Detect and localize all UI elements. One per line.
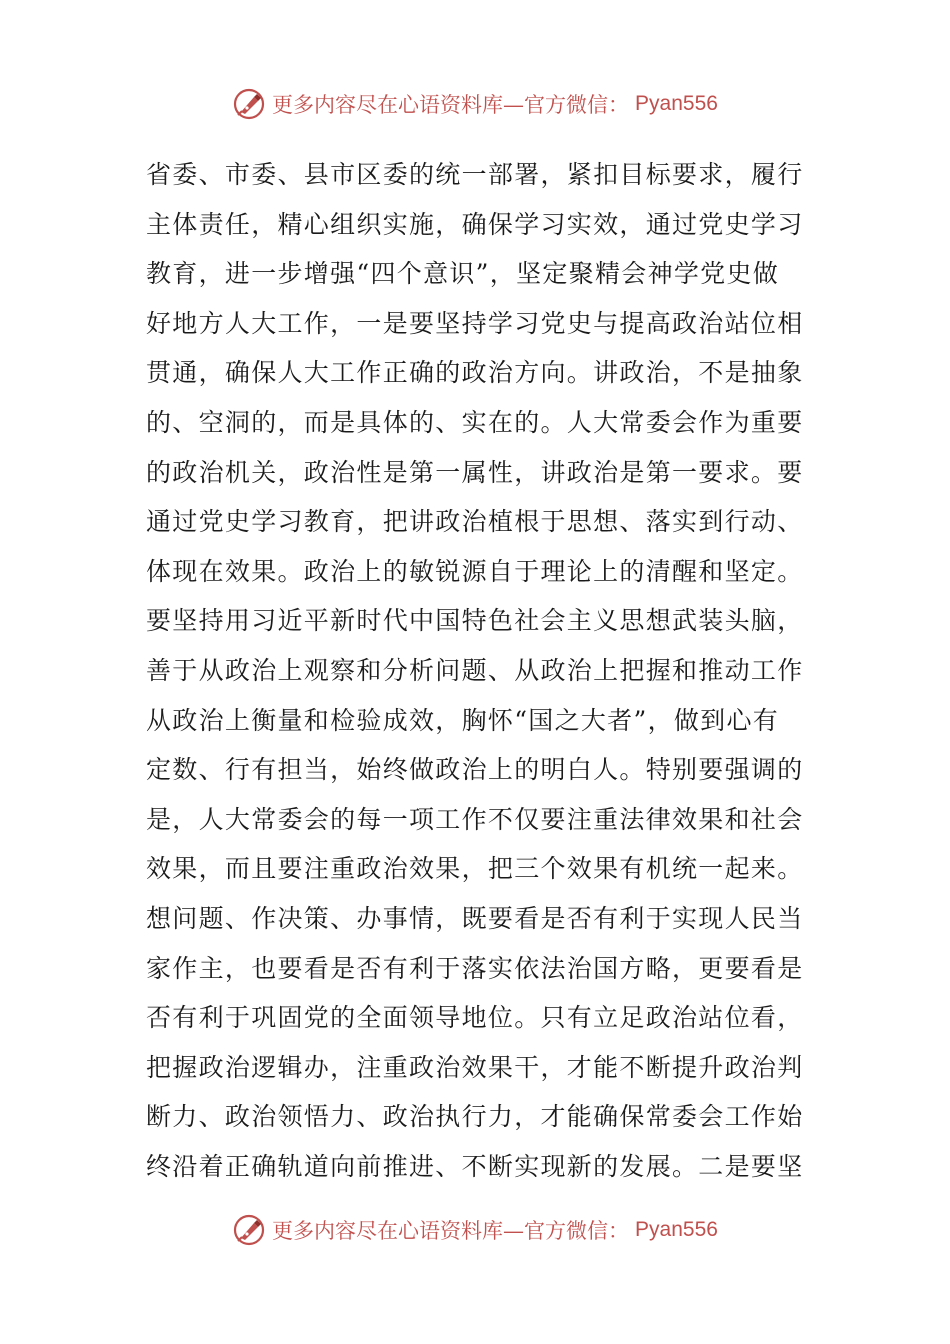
text-line: 要坚持用习近平新时代中国特色社会主义思想武装头脑，	[146, 606, 804, 636]
text-line: 的政治机关，政治性是第一属性，讲政治是第一要求。要	[146, 457, 804, 487]
footer-banner-text: 更多内容尽在心语资料库—官方微信：	[272, 1219, 630, 1243]
text-line: 主体责任，精心组织实施，确保学习实效，通过党史学习	[146, 209, 804, 239]
text-line: 效果，而且要注重政治效果，把三个效果有机统一起来。	[146, 854, 804, 884]
text-line: 否有利于巩固党的全面领导地位。只有立足政治站位看，	[146, 1003, 804, 1033]
text-line: 定数、行有担当，始终做政治上的明白人。特别要强调的	[146, 755, 804, 785]
document-body	[146, 150, 808, 1191]
text-line: 是，人大常委会的每一项工作不仅要注重法律效果和社会	[146, 804, 804, 834]
text-line: 把握政治逻辑办，注重政治效果干，才能不断提升政治判	[146, 1052, 804, 1082]
text-line: 好地方人大工作，一是要坚持学习党史与提高政治站位相	[146, 308, 804, 338]
footer-banner	[0, 1210, 950, 1250]
text-line: 贯通，确保人大工作正确的政治方向。讲政治，不是抽象	[146, 358, 804, 388]
text-line: 省委、市委、县市区委的统一部署，紧扣目标要求，履行	[146, 160, 804, 189]
header-banner-text: 更多内容尽在心语资料库—官方微信：	[272, 93, 630, 117]
header-wechat-id: Pyan556	[635, 92, 718, 115]
text-line: 善于从政治上观察和分析问题、从政治上把握和推动工作	[146, 655, 804, 685]
text-line: 断力、政治领悟力、政治执行力，才能确保常委会工作始	[146, 1102, 804, 1132]
text-line: 终沿着正确轨道向前推进、不断实现新的发展。二是要坚	[146, 1151, 804, 1181]
text-line: 想问题、作决策、办事情，既要看是否有利于实现人民当	[146, 903, 804, 933]
text-line: 家作主，也要看是否有利于落实依法治国方略，更要看是	[146, 953, 804, 983]
footer-wechat-id: Pyan556	[635, 1218, 718, 1241]
text-line: 教育，进一步增强“四个意识”，坚定聚精会神学党史做	[146, 259, 780, 289]
pen-nib-logo-icon	[232, 87, 266, 121]
text-line: 体现在效果。政治上的敏锐源自于理论上的清醒和坚定。	[146, 556, 804, 586]
pen-nib-logo-icon	[232, 1213, 266, 1247]
header-banner	[0, 84, 950, 124]
text-line: 通过党史学习教育，把讲政治植根于思想、落实到行动、	[146, 507, 804, 537]
text-line: 的、空洞的，而是具体的、实在的。人大常委会作为重要	[146, 407, 804, 437]
text-line: 从政治上衡量和检验成效，胸怀“国之大者”，做到心有	[146, 705, 780, 735]
